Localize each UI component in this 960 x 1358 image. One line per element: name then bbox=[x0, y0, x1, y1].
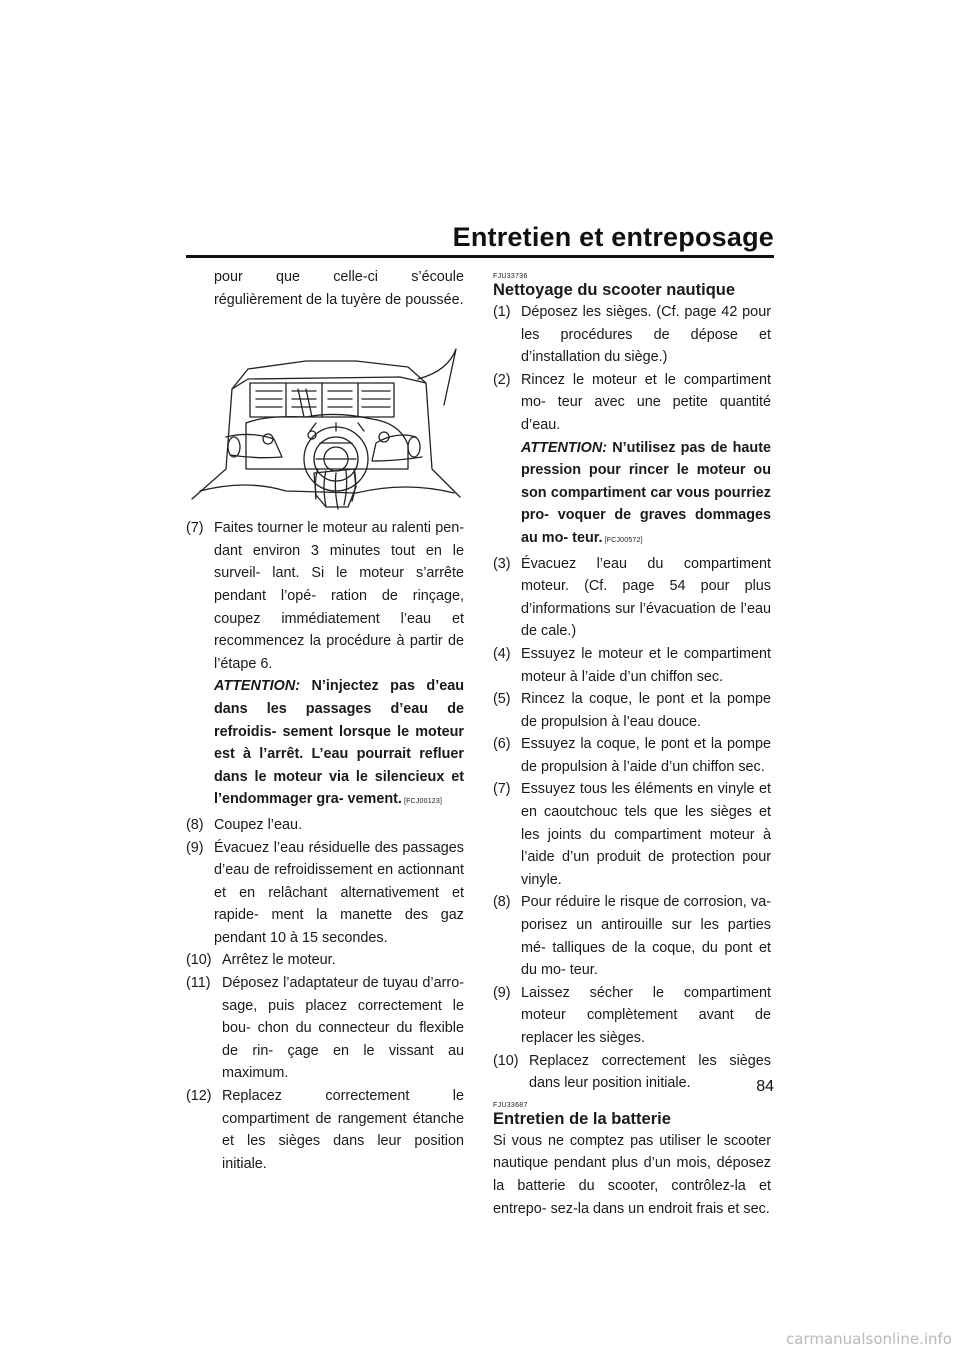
page-number: 84 bbox=[756, 1078, 774, 1095]
step-11 bbox=[186, 972, 464, 1085]
step-9 bbox=[186, 837, 464, 950]
clean-step-2-body: Rincez le moteur et le compartiment mo- teur avec une petite quantité d’eau. bbox=[521, 371, 771, 433]
step-number: (2) bbox=[493, 371, 511, 388]
caution-code: [FCJ00123] bbox=[403, 798, 443, 806]
caution-code: [FCJ00572] bbox=[604, 536, 643, 544]
step-text: Coupez l’eau. bbox=[214, 816, 303, 833]
step-text: Laissez sécher le compartiment moteur complètement avant de replacer les sièges. bbox=[521, 984, 771, 1046]
attention-label: ATTENTION: bbox=[521, 439, 608, 456]
step-number: (6) bbox=[493, 736, 511, 753]
step-text: Essuyez le moteur et le compartiment moteur à l’aide d’un chiffon sec. bbox=[521, 645, 771, 685]
step-number: (12) bbox=[186, 1088, 212, 1105]
clean-step-7 bbox=[493, 778, 771, 891]
step-text: Replacez correctement les sièges dans leur position initiale. bbox=[529, 1052, 771, 1092]
watermark: carmanualsonline.info bbox=[786, 1330, 952, 1348]
step-text: Déposez l’adaptateur de tuyau d’arro- sage, puis placez correctement le bou- chon du connecteur du flexible de rin- çage en le vissant au maximum. bbox=[222, 975, 464, 1082]
attention-text: N’injectez pas d’eau dans les passages d’eau de refroidis- sement lorsque le moteur est à l’arrêt. L’eau pourrait refluer dans le moteur via le silencieux et l’endommager gra- vement. bbox=[214, 678, 465, 808]
step-number: (1) bbox=[493, 304, 511, 320]
clean-step-1 bbox=[493, 301, 771, 369]
step-number: (3) bbox=[493, 555, 511, 572]
step-text: Pour réduire le risque de corrosion, va- porisez un antirouille sur les parties mé- talliques de la coque, du pont et du mo- teur. bbox=[521, 894, 771, 979]
step-number: (9) bbox=[186, 839, 204, 856]
section-title-cleaning: Nettoyage du scooter nautique bbox=[493, 281, 736, 299]
step-7 bbox=[186, 517, 464, 814]
step-text: Replacez correctement le compartiment de rangement étanche et les sièges dans leur position initiale. bbox=[222, 1088, 464, 1172]
step-12 bbox=[186, 1085, 464, 1175]
step-number: (9) bbox=[493, 984, 511, 1001]
step-number: (7) bbox=[493, 781, 511, 798]
step-number: (11) bbox=[186, 975, 211, 992]
clean-step-10 bbox=[493, 1050, 771, 1095]
attention-text: N’utilisez pas de haute pression pour rincer le moteur ou son compartiment car vous pourriez pro- voquer de graves dommages au mo- teur. bbox=[521, 439, 771, 546]
clean-step-8 bbox=[493, 891, 771, 981]
clean-step-4 bbox=[493, 643, 771, 688]
battery-paragraph: Si vous ne comptez pas utiliser le scooter nautique pendant plus d’un mois, déposez la batterie du scooter, contrôlez-la et entrepo- sez-la dans un endroit frais et sec. bbox=[493, 1132, 771, 1217]
section-title-battery: Entretien de la batterie bbox=[493, 1109, 671, 1128]
step-text: Déposez les sièges. (Cf. page 42 pour les procédures de dépose et d’installation du siège.) bbox=[521, 304, 771, 366]
step-text: Évacuez l’eau résiduelle des passages d’eau de refroidissement en actionnant et en relâchant alternativement et rapide- ment la manette des gaz pendant 10 à 15 secondes. bbox=[214, 839, 464, 946]
clean-step-9 bbox=[493, 982, 771, 1050]
step-text: Essuyez la coque, le pont et la pompe de propulsion à l’aide d’un chiffon sec. bbox=[521, 736, 771, 775]
right-column bbox=[493, 266, 771, 1220]
step-number: (5) bbox=[493, 691, 511, 708]
step-10 bbox=[186, 949, 464, 972]
clean-step-2 bbox=[493, 369, 771, 553]
section-code: FJU33736 bbox=[493, 273, 528, 280]
step-text: Rincez la coque, le pont et la pompe de propulsion à l’eau douce. bbox=[521, 691, 771, 730]
jet-nozzle-illustration bbox=[186, 319, 464, 511]
step-8 bbox=[186, 814, 464, 837]
step-number: (10) bbox=[493, 1052, 519, 1069]
clean-step-3 bbox=[493, 553, 771, 643]
clean-step-5 bbox=[493, 688, 771, 733]
header-rule bbox=[186, 255, 774, 258]
step-number: (10) bbox=[186, 952, 212, 969]
step-text: Essuyez tous les éléments en vinyle et en caoutchouc tels que les sièges et les joints du compartiment moteur à l’aide d’un produit de protection pour vinyle. bbox=[521, 781, 771, 888]
step-number: (8) bbox=[493, 894, 511, 911]
section-code: FJU33687 bbox=[493, 1101, 528, 1109]
left-column bbox=[186, 266, 464, 1175]
page-header-title: Entretien et entreposage bbox=[452, 222, 774, 252]
step-7-body: Faites tourner le moteur au ralenti pen- dant environ 3 minutes tout en le surveil- lant. Si le moteur s’arrête pendant l’opé- ration de rinçage, coupez immédiatement l’eau et recommencez la procédure à partir de l’étape 6. bbox=[214, 520, 464, 672]
intro-paragraph: pour que celle-ci s’écoule régulièrement de la tuyère de poussée. bbox=[214, 269, 464, 308]
step-text bbox=[214, 517, 464, 814]
step-number: (8) bbox=[186, 816, 204, 833]
clean-step-6 bbox=[493, 733, 771, 778]
step-text: Arrêtez le moteur. bbox=[222, 952, 336, 969]
step-text: Évacuez l’eau du compartiment moteur. (Cf. page 54 pour plus d’informations sur l’évacuation de l’eau de cale.) bbox=[521, 555, 771, 640]
step-number: (4) bbox=[493, 645, 511, 662]
step-number: (7) bbox=[186, 520, 204, 537]
attention-label: ATTENTION: bbox=[214, 678, 301, 695]
step-text bbox=[521, 369, 771, 553]
